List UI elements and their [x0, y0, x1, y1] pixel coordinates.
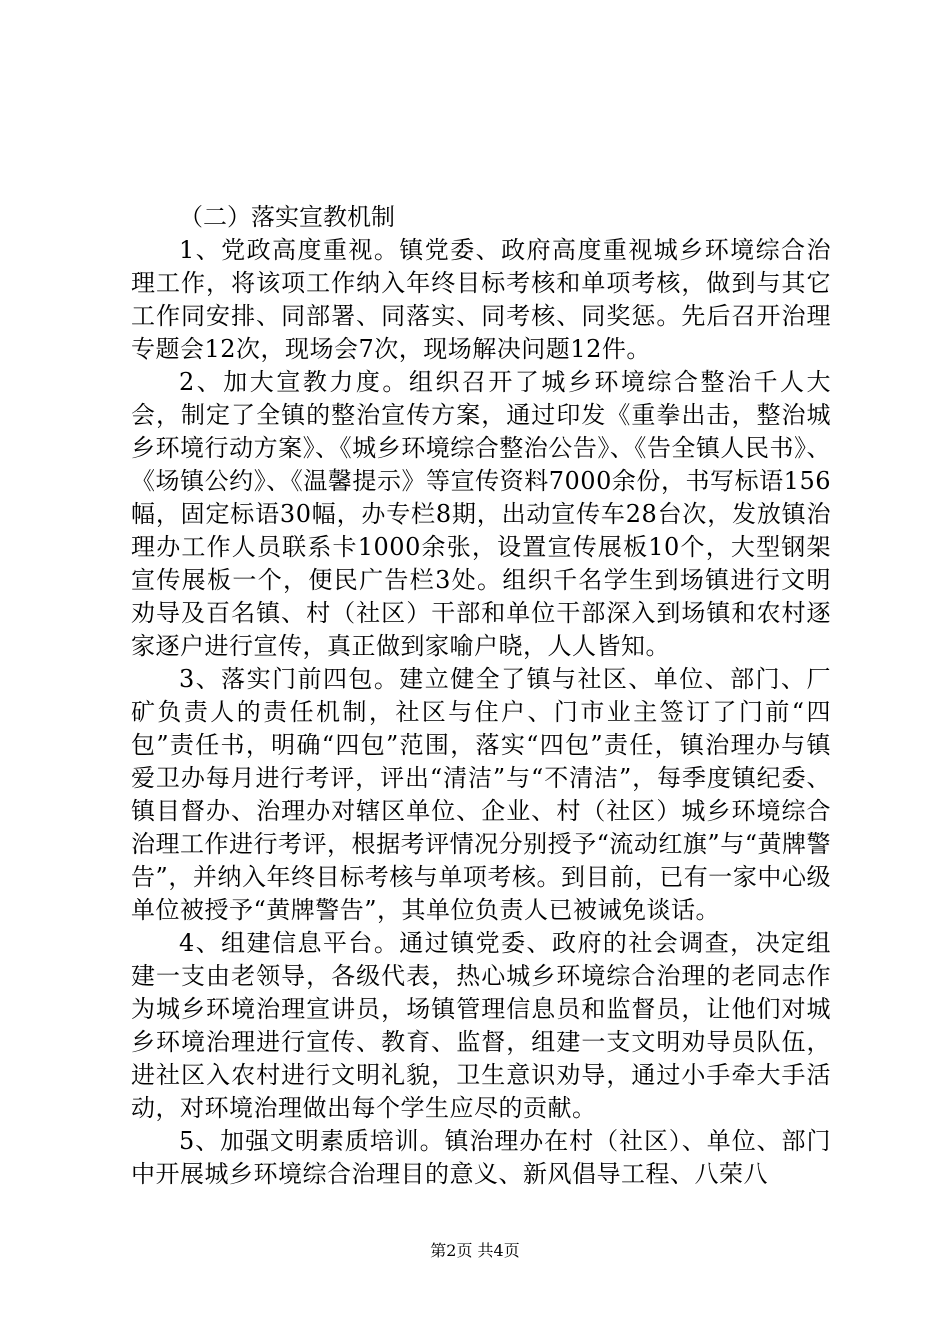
paragraph-publicity-efforts: 2、加大宣教力度。组织召开了城乡环境综合整治千人大会，制定了全镇的整治宣传方案，通过印发《重拳出击，整治城乡环境行动方案》、《城乡环境综合整治公告》、《告全镇人民书》、《场镇公约》、《温馨提示》等宣传资料7000余份，书写标语156幅，固定标语30幅，办专栏8期，出动宣传车28台次，发放镇治理办工作人员联系卡1000余张，设置宣传展板10个，大型钢架宣传展板一个，便民广告栏3处。组织千名学生到场镇进行文明劝导及百名镇、村（社区）干部和单位干部深入到场镇和农村逐家逐户进行宣传，真正做到家喻户晓，人人皆知。 — [131, 368, 831, 660]
paragraph-information-platform: 4、组建信息平台。通过镇党委、政府的社会调查，决定组建一支由老领导，各级代表，热心城乡环境综合治理的老同志作为城乡环境治理宣讲员，场镇管理信息员和监督员，让他们对城乡环境治理进行宣传、教育、监督，组建一支文明劝导员队伍，进社区入农村进行文明礼貌，卫生意识劝导，通过小手牵大手活动，对环境治理做出每个学生应尽的贡献。 — [131, 929, 831, 1122]
paragraph-civility-training: 5、加强文明素质培训。镇治理办在村（社区）、单位、部门中开展城乡环境综合治理目的意义、新风倡导工程、八荣八 — [131, 1127, 831, 1188]
page-number-footer: 第2页 共4页 — [430, 1241, 520, 1260]
paragraph-four-guarantees: 3、落实门前四包。建立健全了镇与社区、单位、部门、厂矿负责人的责任机制，社区与住户、门市业主签订了门前“四包”责任书，明确“四包”范围，落实“四包”责任，镇治理办与镇爱卫办每月进行考评，评出“清洁”与“不清洁”，每季度镇纪委、镇目督办、治理办对辖区单位、企业、村（社区）城乡环境综合治理工作进行考评，根据考评情况分别授予“流动红旗”与“黄牌警告”，并纳入年终目标考核与单项考核。到目前，已有一家中心级单位被授予“黄牌警告”，其单位负责人已被诫免谈话。 — [131, 665, 831, 924]
section-heading: （二）落实宣教机制 — [179, 203, 395, 231]
document-body — [131, 201, 831, 1191]
paragraph-party-attention: 1、党政高度重视。镇党委、政府高度重视城乡环境综合治理工作，将该项工作纳入年终目标考核和单项考核，做到与其它工作同安排、同部署、同落实、同考核、同奖惩。先后召开治理专题会12次，现场会7次，现场解决问题12件。 — [131, 236, 831, 363]
